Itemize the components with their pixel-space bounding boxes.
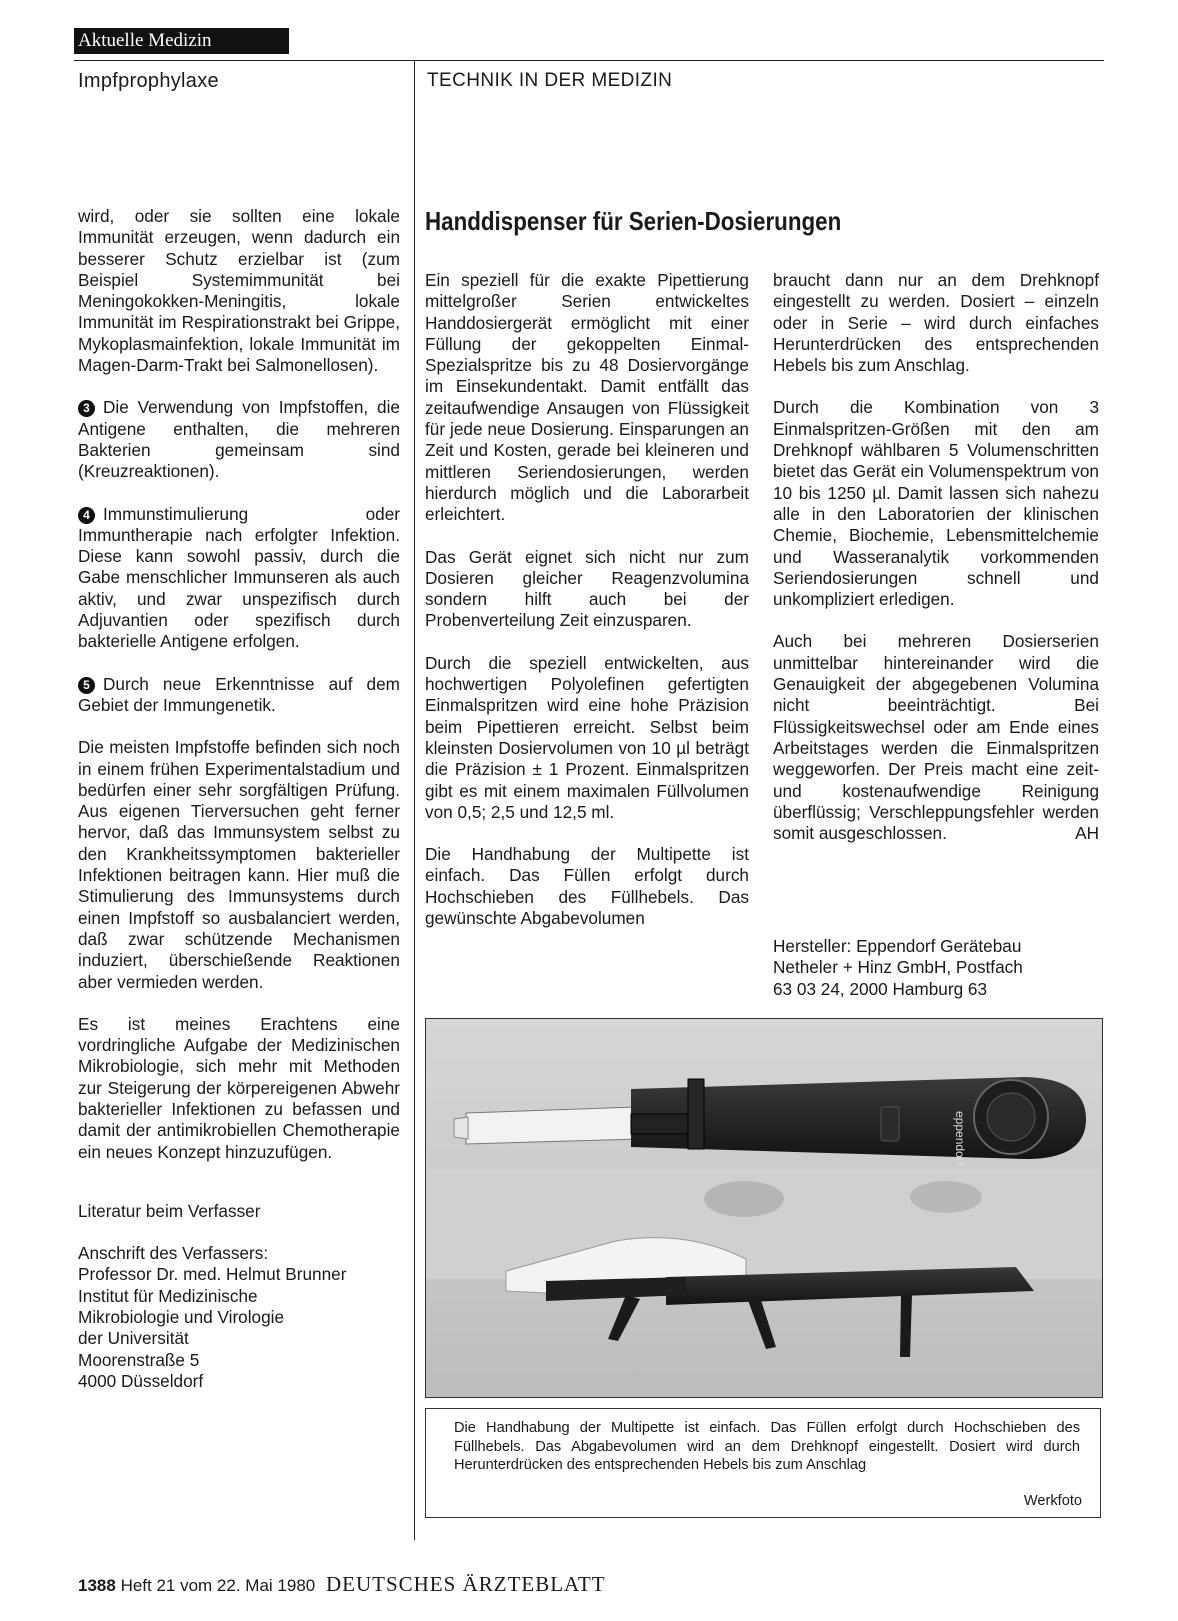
address-line: Mikrobiologie und Virologie bbox=[78, 1307, 285, 1328]
list-item-text: Die Verwendung von Impfstoffen, die Antigene enthalten, die mehreren Bakterien gemeinsam sind (Kreuzreaktionen). bbox=[78, 397, 400, 482]
paragraph-text: Auch bei mehreren Dosierserien unmittelbar hintereinander wird die Genauigkeit der abgegebenen Volumina nicht beeinträchtigt. Bei Flüssigkeitswechsel oder am Ende eines Arbeitstages werden die Einmalspritzen weggeworfen. Der Preis macht eine zeit- und kostenaufwendige Reinigung überflüssig; Verschleppungsfehler werden somit ausgeschlossen. bbox=[773, 631, 1099, 844]
photo-credit: Werkfoto bbox=[1023, 1493, 1082, 1509]
product-photo bbox=[425, 1018, 1103, 1398]
list-item bbox=[78, 397, 400, 482]
article-headline: Handdispenser für Serien-Dosierungen bbox=[425, 206, 842, 236]
article-column-1 bbox=[425, 270, 749, 950]
paragraph: Ein speziell für die exakte Pipettierung mittelgroßer Serien entwickeltes Handdosiergerät ermöglicht mit einer Füllung der gekoppelten Einmal-Spezialspritze bis zu 48 Dosiervorgänge im Einsekundentakt. Damit entfällt das zeitaufwendige Ansaugen von Flüssigkeit für jede neue Dosierung. Einsparungen an Zeit und Kosten, gerade bei kleineren und mittleren Seriendosierungen, werden hierdurch möglich und die Laborarbeit erleichtert. bbox=[425, 270, 749, 525]
list-item-text: Immunstimulierung oder Immuntherapie nach erfolgter Infektion. Diese kann sowohl passiv, durch die Gabe menschlicher Immunseren als auch aktiv, und zwar unspezifisch durch Adjuvantien oder spezifisch durch bakterielle Antigene erfolgen. bbox=[78, 503, 400, 652]
paragraph: Die Handhabung der Multipette ist einfach. Das Füllen erfolgt durch Hochschieben des Füllhebels. Das gewünschte Abgabevolumen bbox=[425, 844, 749, 929]
manufacturer-line: Netheler + Hinz GmbH, Postfach bbox=[773, 957, 1023, 978]
multipette-illustration bbox=[426, 1019, 1102, 1397]
journal-name: DEUTSCHES ÄRZTEBLATT bbox=[325, 1572, 606, 1596]
page-footer bbox=[78, 1572, 606, 1597]
address-line: Institut für Medizinische bbox=[78, 1285, 258, 1306]
literature-note: Literatur beim Verfasser bbox=[78, 1200, 261, 1221]
paragraph: Das Gerät eignet sich nicht nur zum Dosieren gleicher Reagenzvolumina sondern hilft auch bei der Probenverteilung Zeit einzusparen. bbox=[425, 546, 749, 631]
left-column bbox=[78, 206, 400, 1392]
paragraph: Die meisten Impfstoffe befinden sich noch in einem frühen Experimentalstadium und bedürfen einer sehr sorgfältigen Prüfung. Aus eigenen Tierversuchen geht ferner hervor, daß das Immunsystem selbst zu den Krankheitssymptomen bakterieller Infektionen beitragen kann. Hier muß die Stimulierung des Immunsystems durch einen Impfstoff so ausbalanciert werden, daß zwar schützende Mechanismen induziert, überschießende Reaktionen aber vermieden werden. bbox=[78, 737, 400, 992]
number-badge: 3 bbox=[78, 400, 95, 417]
issue-info: Heft 21 vom 22. Mai 1980 bbox=[120, 1576, 316, 1595]
paragraph: Durch die Kombination von 3 Einmalspritzen-Größen mit den am Drehknopf wählbaren 5 Volumenschritten bietet das Gerät ein Volumenspektrum von 10 bis 1250 µl. Damit lassen sich nahezu alle in den Laboratorien der klinischen Chemie, Biochemie, Lebensmittelchemie und Wasseranalytik vorkommenden Seriendosierungen schnell und unkompliziert erledigen. bbox=[773, 397, 1099, 610]
number-badge: 5 bbox=[78, 677, 95, 694]
address-line: der Universität bbox=[78, 1328, 189, 1349]
left-topic: Impfprophylaxe bbox=[78, 70, 219, 92]
column-divider bbox=[414, 60, 415, 1540]
brand-label: eppendorf bbox=[953, 1111, 967, 1166]
address-line: Moorenstraße 5 bbox=[78, 1349, 200, 1370]
section-label: Aktuelle Medizin bbox=[74, 28, 289, 54]
manufacturer-line: Hersteller: Eppendorf Gerätebau bbox=[773, 936, 1022, 956]
article-column-2 bbox=[773, 270, 1099, 865]
address-line: Anschrift des Verfassers: bbox=[78, 1243, 269, 1264]
author-address bbox=[78, 1243, 400, 1392]
address-line: Professor Dr. med. Helmut Brunner bbox=[78, 1264, 347, 1285]
header-rule bbox=[74, 60, 1104, 61]
list-item-text: Durch neue Erkenntnisse auf dem Gebiet der Immungenetik. bbox=[78, 673, 400, 715]
address-line: 4000 Düsseldorf bbox=[78, 1370, 204, 1391]
page-number: 1388 bbox=[78, 1576, 116, 1595]
list-item bbox=[78, 674, 400, 717]
author-signature: AH bbox=[1075, 823, 1099, 844]
figure-caption-box bbox=[425, 1408, 1101, 1518]
paragraph bbox=[773, 631, 1099, 844]
manufacturer-info bbox=[773, 936, 1099, 1000]
figure-caption: Die Handhabung der Multipette ist einfach. Das Füllen erfolgt durch Hochschieben des Füllhebels. Das Abgabevolumen wird an dem Drehknopf eingestellt. Dosiert wird durch Herunterdrücken des entsprechenden Hebels bis zum Anschlag bbox=[454, 1420, 1080, 1474]
right-rubric: TECHNIK IN DER MEDIZIN bbox=[427, 70, 673, 91]
paragraph: braucht dann nur an dem Drehknopf eingestellt zu werden. Dosiert – einzeln oder in Serie – wird durch einfaches Herunterdrücken des entsprechenden Hebels bis zum Anschlag. bbox=[773, 270, 1099, 376]
list-item bbox=[78, 504, 400, 653]
manufacturer-line: 63 03 24, 2000 Hamburg 63 bbox=[773, 978, 988, 999]
paragraph: Durch die speziell entwickelten, aus hochwertigen Polyolefinen gefertigten Einmalspritzen wird eine hohe Präzision beim Pipettieren erreicht. Selbst beim kleinsten Dosiervolumen von 10 µl beträgt die Präzision ± 1 Prozent. Einmalspritzen gibt es mit einem maximalen Füllvolumen von 0,5; 2,5 und 12,5 ml. bbox=[425, 652, 749, 822]
paragraph: Es ist meines Erachtens eine vordringliche Aufgabe der Medizinischen Mikrobiologie, sich mehr mit Methoden zur Steigerung der körpereigenen Abwehr bakterieller Infektionen zu befassen und damit der antimikrobiellen Chemotherapie ein neues Konzept hinzuzufügen. bbox=[78, 1013, 400, 1162]
number-badge: 4 bbox=[78, 507, 95, 524]
paragraph: wird, oder sie sollten eine lokale Immunität erzeugen, wenn dadurch ein besserer Schutz erzielbar ist (zum Beispiel Systemimmunität bei Meningokokken-Meningitis, lokale Immunität im Respirationstrakt bei Grippe, Mykoplasmainfektion, lokale Immunität im Magen-Darm-Trakt bei Salmonellosen). bbox=[78, 206, 400, 376]
